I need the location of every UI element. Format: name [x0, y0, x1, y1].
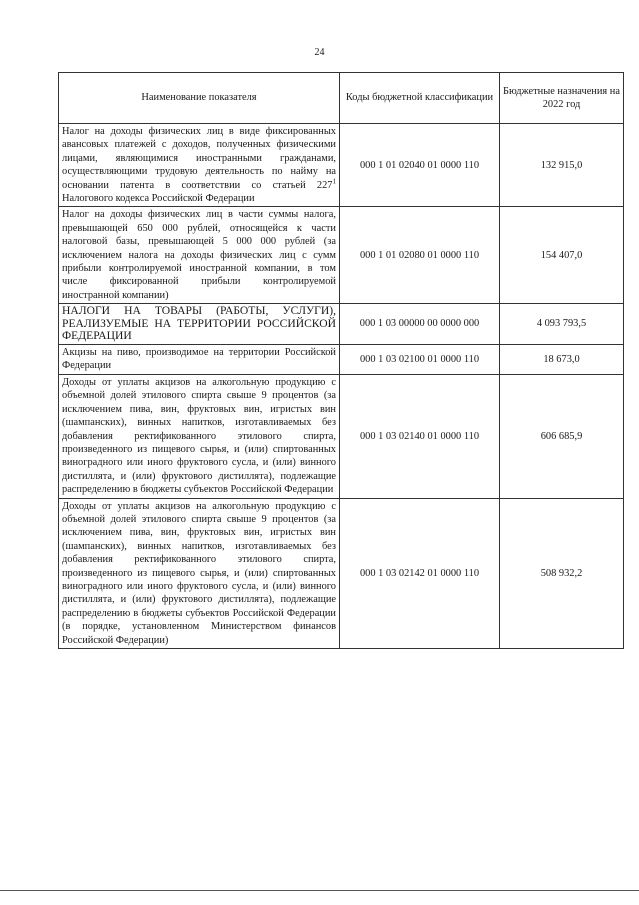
table-row: [59, 207, 624, 304]
row-code: 000 1 01 02040 01 0000 110: [340, 124, 500, 207]
row-name-text-after: Налогового кодекса Российской Федерации: [62, 193, 255, 205]
budget-table: [58, 72, 624, 649]
row-amount: 508 932,2: [500, 498, 624, 648]
row-amount: 18 673,0: [500, 345, 624, 375]
row-code: 000 1 03 02142 01 0000 110: [340, 498, 500, 648]
row-name: [59, 124, 340, 207]
row-name-text: Налог на доходы физических лиц в виде фиксированных авансовых платежей с доходов, полученных физическими лицами, являющимися иностранными гражданами, осуществляющими трудовую деятельность по найму на основании патента в соответствии со статьей 227: [62, 126, 336, 191]
row-name: Доходы от уплаты акцизов на алкогольную продукцию с объемной долей этилового спирта свыше 9 процентов (за исключением пива, вин, фруктовых вин, игристых вин (шампанских), винных напитков, изготавливаемых без добавления ректификованного этилового спирта, произведенного из пищевого сырья, и (или) спиртованных виноградного или иного фруктового сусла, и (или) винного дистиллята, и (или) фруктового дистиллята), подлежащие распределению в бюджеты субъектов Российской Федерации: [59, 374, 340, 498]
header-amount: Бюджетные назначения на 2022 год: [500, 73, 624, 124]
row-amount: 606 685,9: [500, 374, 624, 498]
row-code: 000 1 03 02100 01 0000 110: [340, 345, 500, 375]
row-code: 000 1 03 00000 00 0000 000: [340, 304, 500, 345]
table-row: [59, 374, 624, 498]
row-code: 000 1 01 02080 01 0000 110: [340, 207, 500, 304]
table-row: [59, 304, 624, 345]
row-name: Налог на доходы физических лиц в части суммы налога, превышающей 650 000 рублей, относящейся к части налоговой базы, превышающей 5 000 000 рублей (за исключением налога на доходы физических лиц с сумм прибыли контролируемой иностранной компании, в том числе фиксированной прибыли контролируемой иностранной компании): [59, 207, 340, 304]
table-header-row: [59, 73, 624, 124]
row-amount: 132 915,0: [500, 124, 624, 207]
header-code: Коды бюджетной классификации: [340, 73, 500, 124]
page-bottom-rule: [0, 890, 639, 891]
row-name: Доходы от уплаты акцизов на алкогольную продукцию с объемной долей этилового спирта свыше 9 процентов (за исключением пива, вин, фруктовых вин, игристых вин (шампанских), винных напитков, изготавливаемых без добавления ректификованного этилового спирта, произведенного из пищевого сырья, и (или) спиртованных виноградного или иного фруктового сусла, и (или) винного дистиллята, и (или) фруктового дистиллята), подлежащие распределению в бюджеты субъектов Российской Федерации (в порядке, установленном Министерством финансов Российской Федерации): [59, 498, 340, 648]
header-name: Наименование показателя: [59, 73, 340, 124]
row-code: 000 1 03 02140 01 0000 110: [340, 374, 500, 498]
table-row: [59, 345, 624, 375]
row-amount: 154 407,0: [500, 207, 624, 304]
row-amount: 4 093 793,5: [500, 304, 624, 345]
row-name: Акцизы на пиво, производимое на территории Российской Федерации: [59, 345, 340, 375]
table-row: [59, 498, 624, 648]
row-name: НАЛОГИ НА ТОВАРЫ (РАБОТЫ, УСЛУГИ), РЕАЛИЗУЕМЫЕ НА ТЕРРИТОРИИ РОССИЙСКОЙ ФЕДЕРАЦИИ: [59, 304, 340, 345]
row-name-superscript: 1: [332, 177, 336, 186]
table-row: [59, 124, 624, 207]
page-number: 24: [314, 47, 325, 58]
